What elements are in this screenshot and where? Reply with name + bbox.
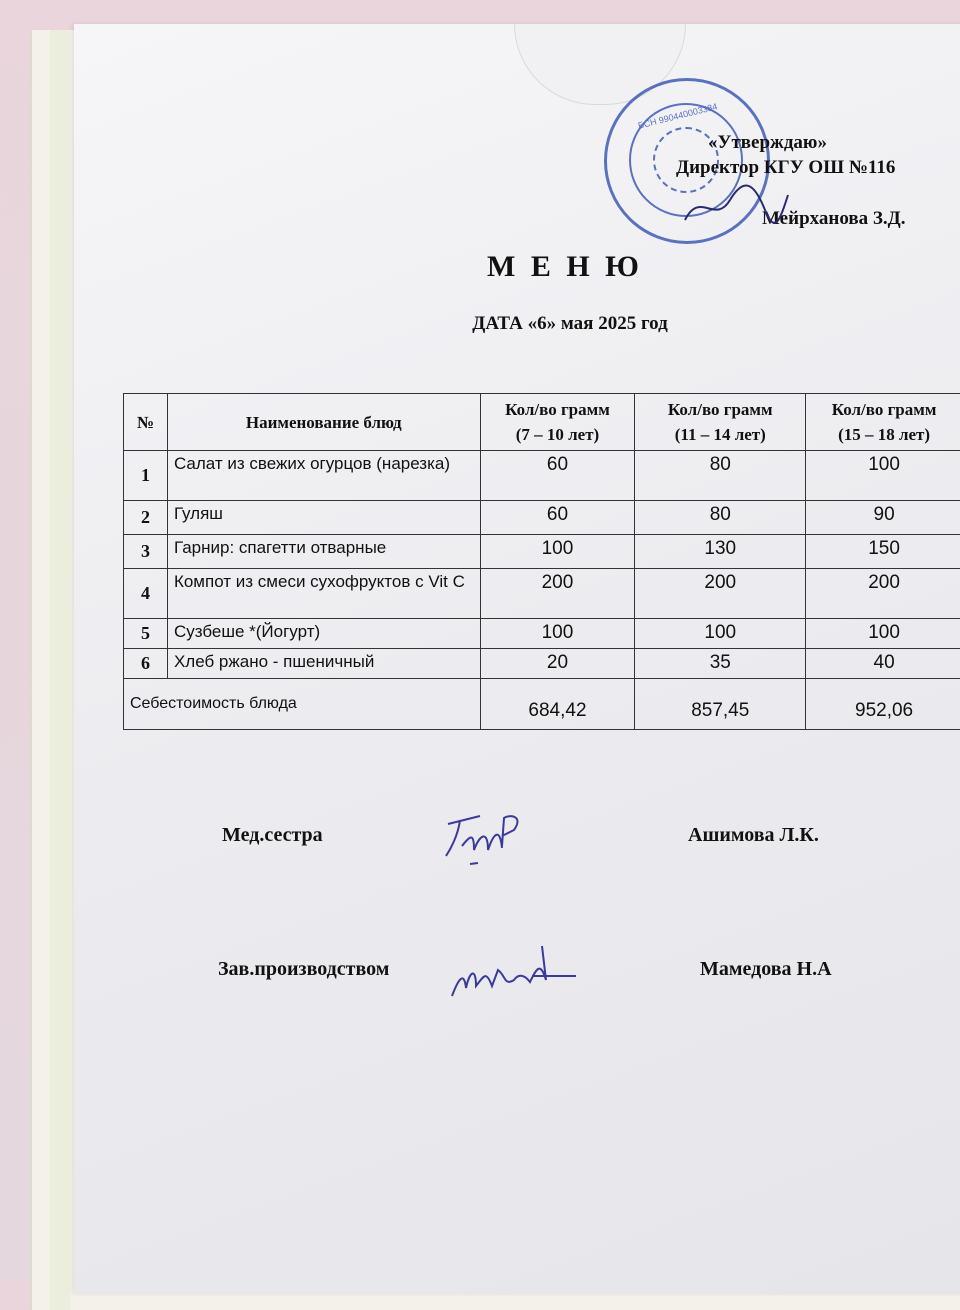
cost-q1: 684,42 <box>480 679 635 730</box>
nurse-role: Мед.сестра <box>222 824 323 847</box>
header-q1 <box>480 394 635 451</box>
menu-date: ДАТА «6» мая 2025 год <box>0 313 960 335</box>
row-num: 2 <box>124 501 168 535</box>
row-q1: 100 <box>480 535 635 569</box>
row-q2: 200 <box>635 569 806 619</box>
row-q2: 80 <box>635 501 806 535</box>
cost-row <box>124 679 960 730</box>
director-signature-icon <box>680 180 790 230</box>
row-num: 4 <box>124 569 168 619</box>
row-q1: 60 <box>480 501 635 535</box>
row-q3: 150 <box>806 535 960 569</box>
row-dish: Хлеб ржано - пшеничный <box>167 649 480 679</box>
header-q3-line1: Кол/во грамм <box>832 400 937 419</box>
row-q2: 100 <box>635 619 806 649</box>
row-q1: 100 <box>480 619 635 649</box>
table-row <box>124 619 960 649</box>
nurse-name: Ашимова Л.К. <box>688 824 819 847</box>
row-q3: 40 <box>806 649 960 679</box>
cost-q3: 952,06 <box>806 679 960 730</box>
production-name: Мамедова Н.А <box>700 958 832 981</box>
approval-line-1: «Утверждаю» <box>708 132 827 154</box>
header-q1-line2: (7 – 10 лет) <box>516 425 600 444</box>
production-role: Зав.производством <box>218 958 389 981</box>
cost-q2: 857,45 <box>635 679 806 730</box>
row-num: 1 <box>124 451 168 501</box>
row-num: 3 <box>124 535 168 569</box>
row-q3: 90 <box>806 501 960 535</box>
row-num: 6 <box>124 649 168 679</box>
table-header-row <box>124 394 960 451</box>
header-q2-line1: Кол/во грамм <box>668 400 773 419</box>
production-signature-icon <box>446 940 586 1006</box>
row-q1: 200 <box>480 569 635 619</box>
table-row <box>124 451 960 501</box>
header-q3-line2: (15 – 18 лет) <box>838 425 930 444</box>
row-dish: Компот из смеси сухофруктов с Vit C <box>167 569 480 619</box>
header-q2 <box>635 394 806 451</box>
row-q1: 60 <box>480 451 635 501</box>
menu-table <box>123 393 960 730</box>
header-q3 <box>806 394 960 451</box>
table-row <box>124 569 960 619</box>
approval-line-3: Мейрханова З.Д. <box>762 208 905 230</box>
approval-line-2: Директор КГУ ОШ №116 <box>676 157 895 179</box>
header-q2-line2: (11 – 14 лет) <box>675 425 766 444</box>
table-row <box>124 535 960 569</box>
cost-label: Себестоимость блюда <box>124 679 481 730</box>
row-q3: 200 <box>806 569 960 619</box>
row-dish: Гуляш <box>167 501 480 535</box>
row-q3: 100 <box>806 619 960 649</box>
nurse-signature-icon <box>440 806 540 870</box>
header-name: Наименование блюд <box>167 394 480 451</box>
row-num: 5 <box>124 619 168 649</box>
table-row <box>124 649 960 679</box>
row-dish: Сузбеше *(Йогурт) <box>167 619 480 649</box>
row-q2: 35 <box>635 649 806 679</box>
page-title: М Е Н Ю <box>0 250 960 284</box>
stamp-code: БСН 990440003384 <box>637 101 718 130</box>
row-q1: 20 <box>480 649 635 679</box>
table-row <box>124 501 960 535</box>
row-q2: 130 <box>635 535 806 569</box>
header-q1-line1: Кол/во грамм <box>505 400 610 419</box>
row-dish: Гарнир: спагетти отварные <box>167 535 480 569</box>
back-sheet-edge <box>50 30 70 1310</box>
row-q3: 100 <box>806 451 960 501</box>
header-num: № <box>124 394 168 451</box>
row-q2: 80 <box>635 451 806 501</box>
row-dish: Салат из свежих огурцов (нарезка) <box>167 451 480 501</box>
